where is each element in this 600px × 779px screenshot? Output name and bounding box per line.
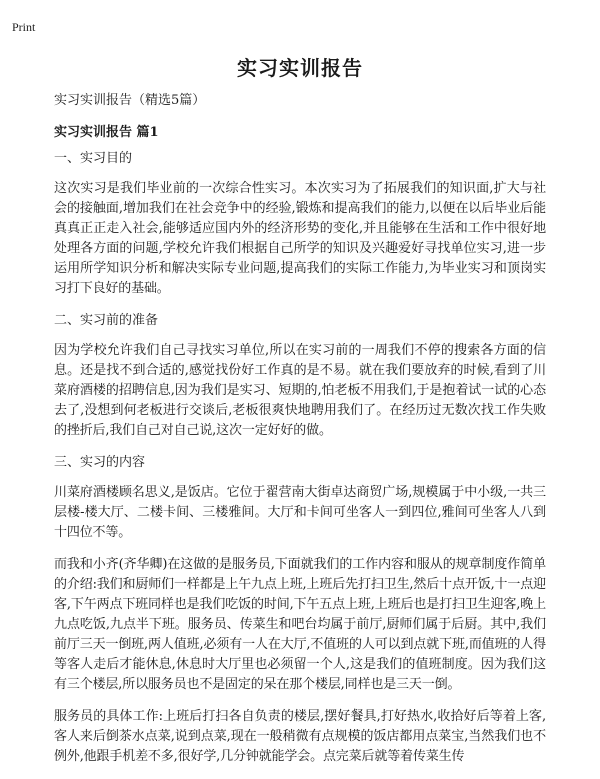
section-heading-content: 三、实习的内容 xyxy=(54,455,146,470)
paragraph-restaurant-intro: 川菜府酒楼顾名思义,是饭店。它位于翟营南大街卓达商贸广场,规模属于中小级,一共三层楼-楼大厅、二楼卡间、三楼雅间。大厅和卡间可坐客人一到四位,雅间可坐客人八到十四位不等。 xyxy=(54,485,546,540)
document-subtitle: 实习实训报告（精选5篇） xyxy=(54,93,206,108)
print-link[interactable]: Print xyxy=(12,20,36,34)
paragraph-work-schedule: 而我和小齐(齐华卿)在这做的是服务员,下面就我们的工作内容和服从的规章制度作简单的介绍:我们和厨师们一样都是上午九点上班,上班后先打扫卫生,然后十点开饭,十一点迎客,下午两点下班同样也是我们吃饭的时间,下午五点上班,上班后也是打扫卫生迎客,晚上九点吃饭,九点半下班。服务员、传菜生和吧台均属于前厅,厨师们属于后厨。其中,我们前厅三天一倒班,两人值班,必须有一人在大厅,不值班的人可以到点就下班,而值班的人得等客人走后才能休息,休息时大厅里也必须留一个人,这是我们的值班制度。因为我们这有三个楼层,所以服务员也不是固定的呆在那个楼层,同样也是三天一倒。 xyxy=(54,557,546,692)
paragraph-server-duties: 服务员的具体工作:上班后打扫各自负责的楼层,摆好餐具,打好热水,收拾好后等着上客,客人来后倒茶水点菜,说到点菜,现在一般稍微有点规模的饭店都用点菜宝,当然我们也不例外,他跟手机差不多,很好学,几分钟就能学会。点完菜后就等着传菜生传 xyxy=(54,709,546,764)
section-heading-purpose: 一、实习目的 xyxy=(54,151,133,166)
section-heading-preparation: 二、实习前的准备 xyxy=(54,313,159,328)
document-body xyxy=(54,91,546,779)
paragraph-purpose: 这次实习是我们毕业前的一次综合性实习。本次实习为了拓展我们的知识面,扩大与社会的接触面,增加我们在社会竞争中的经验,锻炼和提高我们的能力,以便在以后毕业后能真真正正走入社会,能够适应国内外的经济形势的变化,并且能够在生活和工作中很好地处理各方面的问题,学校允许我们根据自己所学的知识及兴趣爱好寻找单位实习,进一步运用所学知识分析和解决实际专业问题,提高我们的实际工作能力,为毕业实习和顶岗实习打下良好的基础。 xyxy=(54,181,546,296)
document-title: 实习实训报告 xyxy=(237,56,363,80)
article-title: 实习实训报告 篇1 xyxy=(54,125,159,140)
paragraph-preparation: 因为学校允许我们自己寻找实习单位,所以在实习前的一周我们不停的搜索各方面的信息。还是找不到合适的,感觉找份好工作真的是不易。就在我们要放弃的时候,看到了川菜府酒楼的招聘信息,因为我们是实习、短期的,怕老板不用我们,于是抱着试一试的心态去了,没想到何老板进行交谈后,老板很爽快地聘用我们了。在经历过无数次找工作失败的挫折后,我们自己对自己说,这次一定好好的做。 xyxy=(54,343,546,438)
